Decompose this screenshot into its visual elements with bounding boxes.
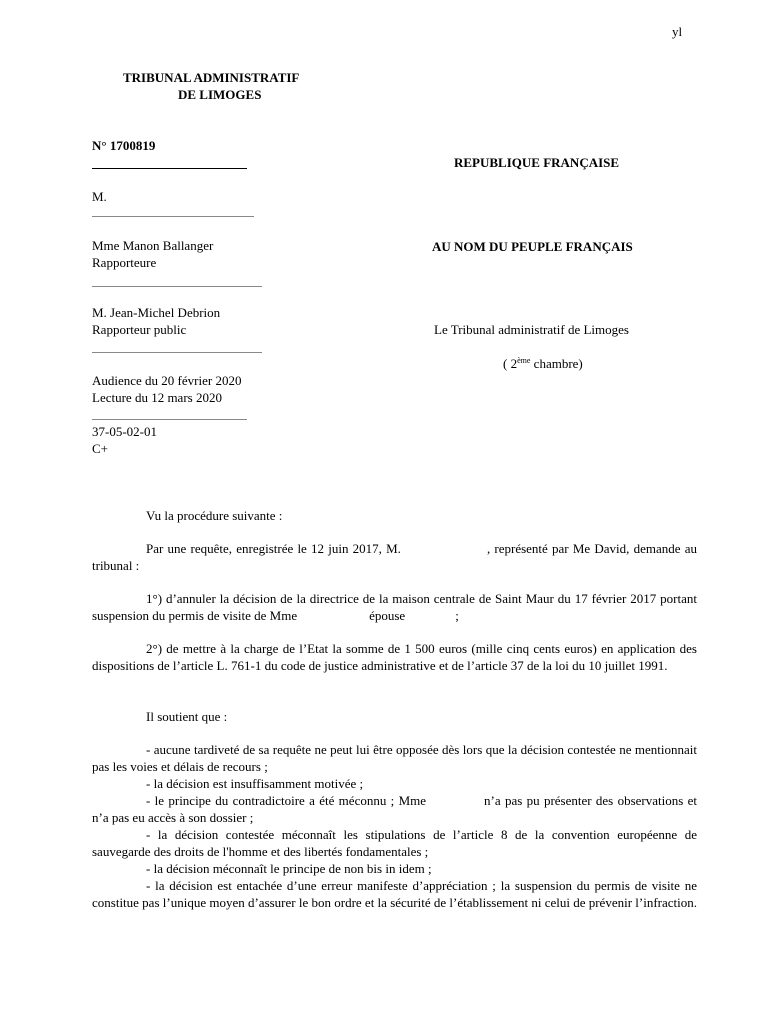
petitioner: M. xyxy=(92,189,107,204)
arguments-list xyxy=(92,741,697,911)
body-p5: Il soutient que : xyxy=(146,709,228,724)
tribunal-name: Le Tribunal administratif de Limoges xyxy=(434,322,629,337)
court-name-line2: DE LIMOGES xyxy=(178,87,262,102)
body-p1: Vu la procédure suivante : xyxy=(146,508,283,523)
in-name-of-heading: AU NOM DU PEUPLE FRANÇAIS xyxy=(432,239,633,254)
chamber: ( 2ème chambre) xyxy=(503,356,583,371)
argument-item: - la décision est entachée d’une erreur manifeste d’appréciation ; la suspension du permis de visite ne constitue pas l’unique moyen d’assurer le bon ordre et la sécurité de l’établissement ni celui de prévenir l’infraction. xyxy=(92,878,698,910)
rapporteur-name: Mme Manon Ballanger xyxy=(92,238,214,253)
argument-item: - la décision méconnaît le principe de non bis in idem ; xyxy=(146,861,432,876)
publication-class: C+ xyxy=(92,441,109,456)
classification-code: 37-05-02-01 xyxy=(92,424,157,439)
argument-item: - la décision est insuffisamment motivée ; xyxy=(146,776,364,791)
audience-date: Audience du 20 février 2020 xyxy=(92,373,242,388)
divider xyxy=(92,352,262,353)
case-number: N° 1700819 xyxy=(92,138,156,153)
body-p3: 1°) d’annuler la décision de la directrice de la maison centrale de Saint Maur du 17 février 2017 portant suspension du permis de visite de Mme épouse ; xyxy=(92,591,697,623)
court-name-line1: TRIBUNAL ADMINISTRATIF xyxy=(123,70,300,85)
public-rapporteur-name: M. Jean-Michel Debrion xyxy=(92,305,221,320)
page-mark: yl xyxy=(672,24,683,39)
body-p2: Par une requête, enregistrée le 12 juin 2017, M. , représenté par Me David, demande au tribunal : xyxy=(92,541,697,573)
lecture-date: Lecture du 12 mars 2020 xyxy=(92,390,222,405)
body-p4: 2°) de mettre à la charge de l’Etat la somme de 1 500 euros (mille cinq cents euros) en application des dispositions de l’article L. 761-1 du code de justice administrative et de l’article 37 de la loi du 10 juillet 1991. xyxy=(92,641,697,673)
argument-item: - la décision contestée méconnaît les stipulations de l’article 8 de la convention européenne de sauvegarde des droits de l'homme et des libertés fondamentales ; xyxy=(92,827,697,859)
public-rapporteur-role: Rapporteur public xyxy=(92,322,187,337)
divider xyxy=(92,419,247,420)
argument-item: - le principe du contradictoire a été méconnu ; Mme n’a pas pu présenter des observations et n’a pas eu accès à son dossier ; xyxy=(92,793,697,825)
divider xyxy=(92,286,262,287)
divider xyxy=(92,168,247,169)
republic-heading: REPUBLIQUE FRANÇAISE xyxy=(454,155,620,170)
argument-item: - aucune tardiveté de sa requête ne peut lui être opposée dès lors que la décision contestée ne mentionnait pas les voies et délais de recours ; xyxy=(92,742,697,774)
divider xyxy=(92,216,254,217)
rapporteur-role: Rapporteure xyxy=(92,255,157,270)
